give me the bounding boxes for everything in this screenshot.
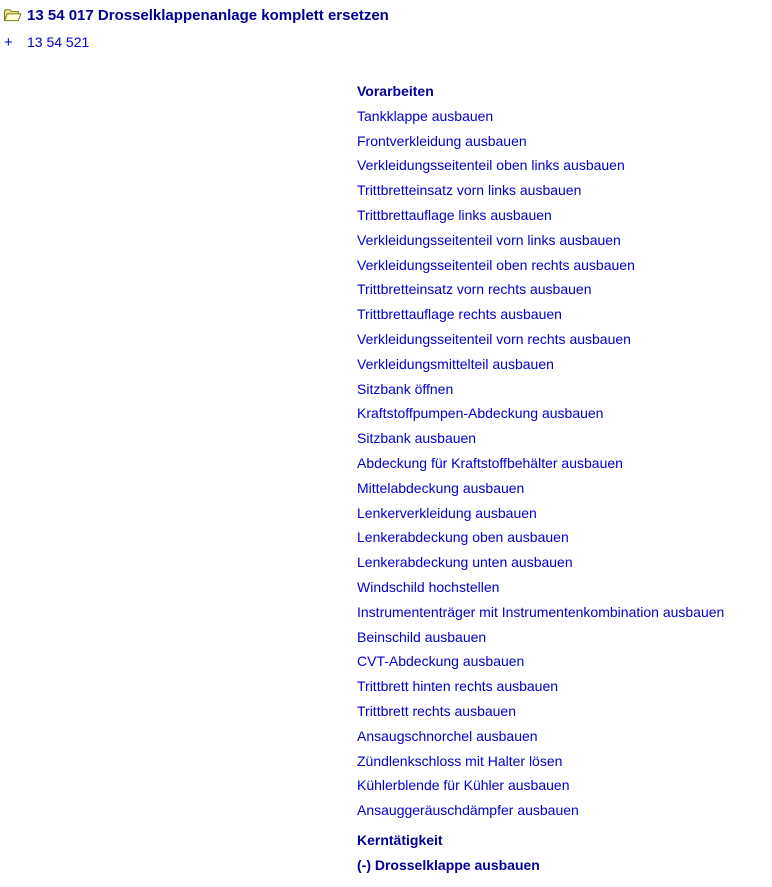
prework-step-link[interactable]: Verkleidungsseitenteil vorn links ausbauen bbox=[357, 231, 621, 248]
core-step-link[interactable]: (-) Drosselklappe ausbauen bbox=[357, 856, 540, 873]
open-folder-icon bbox=[3, 8, 22, 23]
prework-step-link[interactable]: Lenkerabdeckung oben ausbauen bbox=[357, 529, 569, 546]
prework-step-link[interactable]: Verkleidungsseitenteil oben links ausbauen bbox=[357, 157, 625, 174]
section-heading-kerntaetigkeit: Kerntätigkeit bbox=[357, 831, 443, 848]
prework-step-link[interactable]: Ansauggeräuschdämpfer ausbauen bbox=[357, 802, 579, 819]
prework-step-link[interactable]: Zündlenkschloss mit Halter lösen bbox=[357, 752, 563, 769]
prework-step-link[interactable]: Kraftstoffpumpen-Abdeckung ausbauen bbox=[357, 405, 604, 422]
tree-root-label[interactable]: 13 54 017 Drosselklappenanlage komplett ersetzen bbox=[27, 6, 389, 24]
prework-step-link[interactable]: Lenkerverkleidung ausbauen bbox=[357, 504, 537, 521]
prework-step-link[interactable]: Ansaugschnorchel ausbauen bbox=[357, 727, 538, 744]
prework-step-link[interactable]: Verkleidungsseitenteil oben rechts ausbauen bbox=[357, 256, 635, 273]
prework-step-link[interactable]: Windschild hochstellen bbox=[357, 578, 500, 595]
prework-step-link[interactable]: Sitzbank öffnen bbox=[357, 380, 454, 397]
prework-step-link[interactable]: Verkleidungsseitenteil vorn rechts ausbauen bbox=[357, 330, 631, 347]
prework-step-link[interactable]: Trittbrettauflage links ausbauen bbox=[357, 206, 552, 223]
prework-step-link[interactable]: Frontverkleidung ausbauen bbox=[357, 132, 527, 149]
prework-step-link[interactable]: Kühlerblende für Kühler ausbauen bbox=[357, 777, 570, 794]
prework-step-link[interactable]: Trittbretteinsatz vorn rechts ausbauen bbox=[357, 281, 592, 298]
prework-step-link[interactable]: Tankklappe ausbauen bbox=[357, 107, 494, 124]
prework-step-link[interactable]: Trittbrettauflage rechts ausbauen bbox=[357, 306, 562, 323]
prework-step-link[interactable]: Sitzbank ausbauen bbox=[357, 430, 477, 447]
prework-step-list bbox=[357, 104, 767, 823]
tree-expander-plus[interactable]: + bbox=[4, 34, 13, 51]
prework-step-link[interactable]: CVT-Abdeckung ausbauen bbox=[357, 653, 525, 670]
tree-child-node bbox=[0, 34, 300, 54]
prework-step-link[interactable]: Trittbrett hinten rechts ausbauen bbox=[357, 678, 559, 695]
prework-step-link[interactable]: Verkleidungsmittelteil ausbauen bbox=[357, 355, 554, 372]
section-heading-vorarbeiten: Vorarbeiten bbox=[357, 83, 434, 99]
prework-step-link[interactable]: Trittbretteinsatz vorn links ausbauen bbox=[357, 182, 582, 199]
tree-child-label[interactable]: 13 54 521 bbox=[27, 34, 90, 50]
prework-step-link[interactable]: Abdeckung für Kraftstoffbehälter ausbauen bbox=[357, 454, 623, 471]
prework-step-link[interactable]: Instrumententräger mit Instrumentenkombination ausbauen bbox=[357, 603, 725, 620]
tree-root-node bbox=[3, 5, 389, 25]
prework-step-link[interactable]: Lenkerabdeckung unten ausbauen bbox=[357, 554, 573, 571]
prework-step-link[interactable]: Mittelabdeckung ausbauen bbox=[357, 479, 525, 496]
work-steps-panel bbox=[357, 79, 767, 878]
prework-step-link[interactable]: Trittbrett rechts ausbauen bbox=[357, 702, 517, 719]
prework-step-link[interactable]: Beinschild ausbauen bbox=[357, 628, 487, 645]
